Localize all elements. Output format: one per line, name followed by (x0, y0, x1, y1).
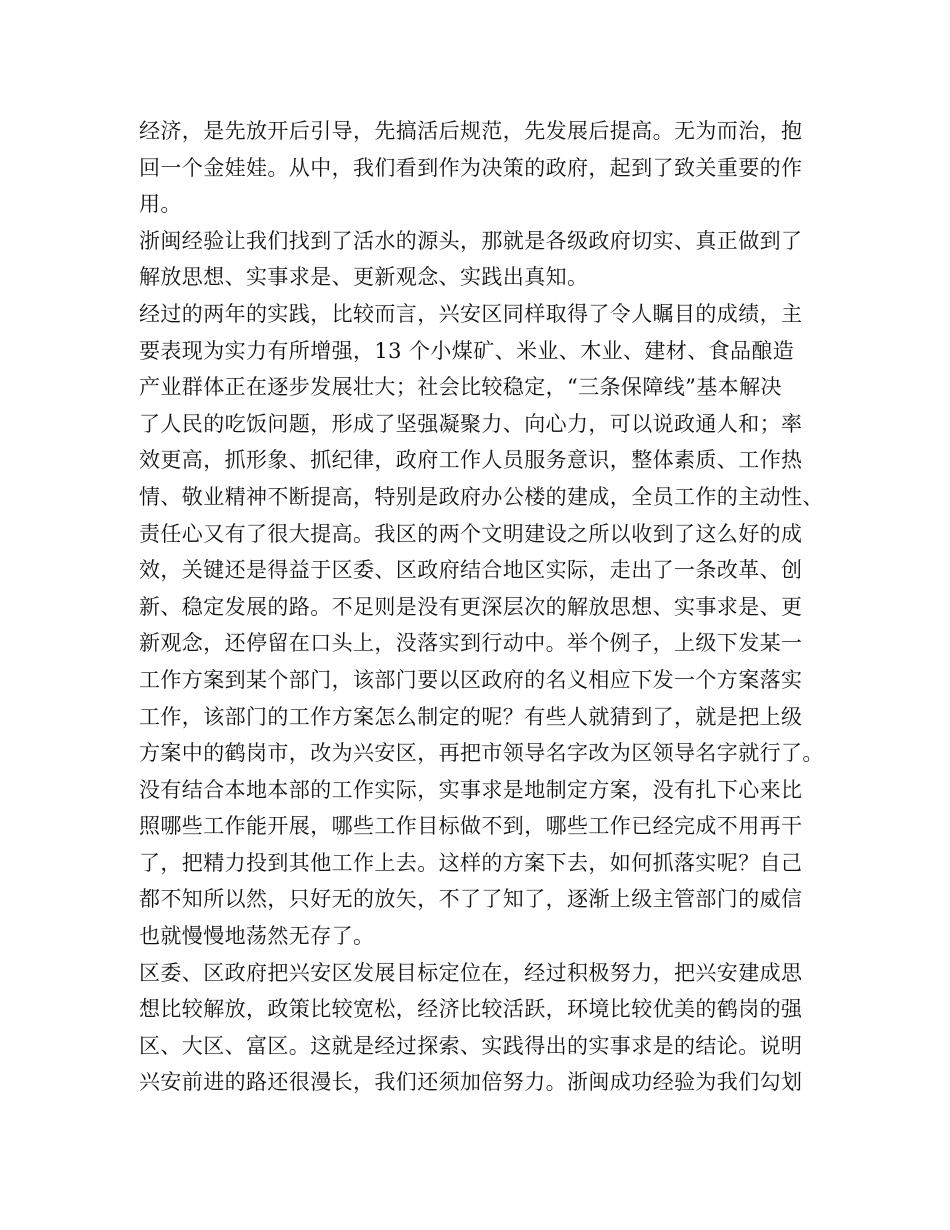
text-line: 经过的两年的实践，比较而言，兴安区同样取得了令人瞩目的成绩，主 (139, 301, 803, 326)
text-line: 工作，该部门的工作方案怎么制定的呢？有些人就猜到了，就是把上级 (139, 704, 803, 729)
text-line: 也就慢慢地荡然无存了。 (139, 924, 375, 949)
text-line: 没有结合本地本部的工作实际，实事求是地制定方案，没有扎下心来比 (139, 777, 803, 802)
text-line: 要表现为实力有所增强，13 个小煤矿、米业、木业、建材、食品酿造 (139, 338, 795, 363)
paragraph-4 (139, 955, 829, 1101)
document-body (139, 113, 829, 1101)
paragraph-2 (139, 223, 829, 296)
text-line: 回一个金娃娃。从中，我们看到作为决策的政府，起到了致关重要的作 (139, 155, 803, 180)
paragraph-1 (139, 113, 829, 223)
text-line: 经济，是先放开后引导，先搞活后规范，先发展后提高。无为而治，抱 (139, 119, 803, 143)
text-line: 区、大区、富区。这就是经过探索、实践得出的实事求是的结论。说明 (139, 1033, 803, 1058)
text-line: 方案中的鹤岗市，改为兴安区，再把市领导名字改为区领导名字就行了。 (139, 741, 824, 766)
text-line: 产业群体正在逐步发展壮大；社会比较稳定，“三条保障线”基本解决 (139, 375, 782, 400)
text-line: 了，把精力投到其他工作上去。这样的方案下去，如何抓落实呢？自己 (139, 850, 803, 875)
text-line: 了人民的吃饭问题，形成了坚强凝聚力、向心力，可以说政通人和；率 (139, 411, 803, 436)
text-line: 效更高，抓形象、抓纪律，政府工作人员服务意识，整体素质、工作热 (139, 448, 803, 473)
text-line: 用。 (139, 192, 182, 217)
text-line: 浙闽经验让我们找到了活水的源头，那就是各级政府切实、真正做到了 (139, 228, 803, 253)
text-line: 区委、区政府把兴安区发展目标定位在，经过积极努力，把兴安建成思 (139, 960, 803, 985)
text-line: 都不知所以然，只好无的放矢，不了了知了，逐渐上级主管部门的威信 (139, 887, 803, 912)
text-line: 照哪些工作能开展，哪些工作目标做不到，哪些工作已经完成不用再干 (139, 814, 803, 839)
text-line: 责任心又有了很大提高。我区的两个文明建设之所以收到了这么好的成 (139, 521, 803, 546)
text-line: 效，关键还是得益于区委、区政府结合地区实际，走出了一条改革、创 (139, 558, 803, 583)
text-line: 新、稳定发展的路。不足则是没有更深层次的解放思想、实事求是、更 (139, 594, 803, 619)
text-line: 兴安前进的路还很漫长，我们还须加倍努力。浙闽成功经验为我们勾划 (139, 1070, 803, 1095)
text-line: 工作方案到某个部门，该部门要以区政府的名义相应下发一个方案落实 (139, 667, 803, 692)
text-line: 新观念，还停留在口头上，没落实到行动中。举个例子，上级下发某一 (139, 631, 803, 656)
text-line: 解放思想、实事求是、更新观念、实践出真知。 (139, 265, 589, 290)
paragraph-3 (139, 296, 829, 955)
text-line: 情、敬业精神不断提高，特别是政府办公楼的建成，全员工作的主动性、 (139, 484, 824, 509)
text-line: 想比较解放，政策比较宽松，经济比较活跃，环境比较优美的鹤岗的强 (139, 997, 803, 1022)
